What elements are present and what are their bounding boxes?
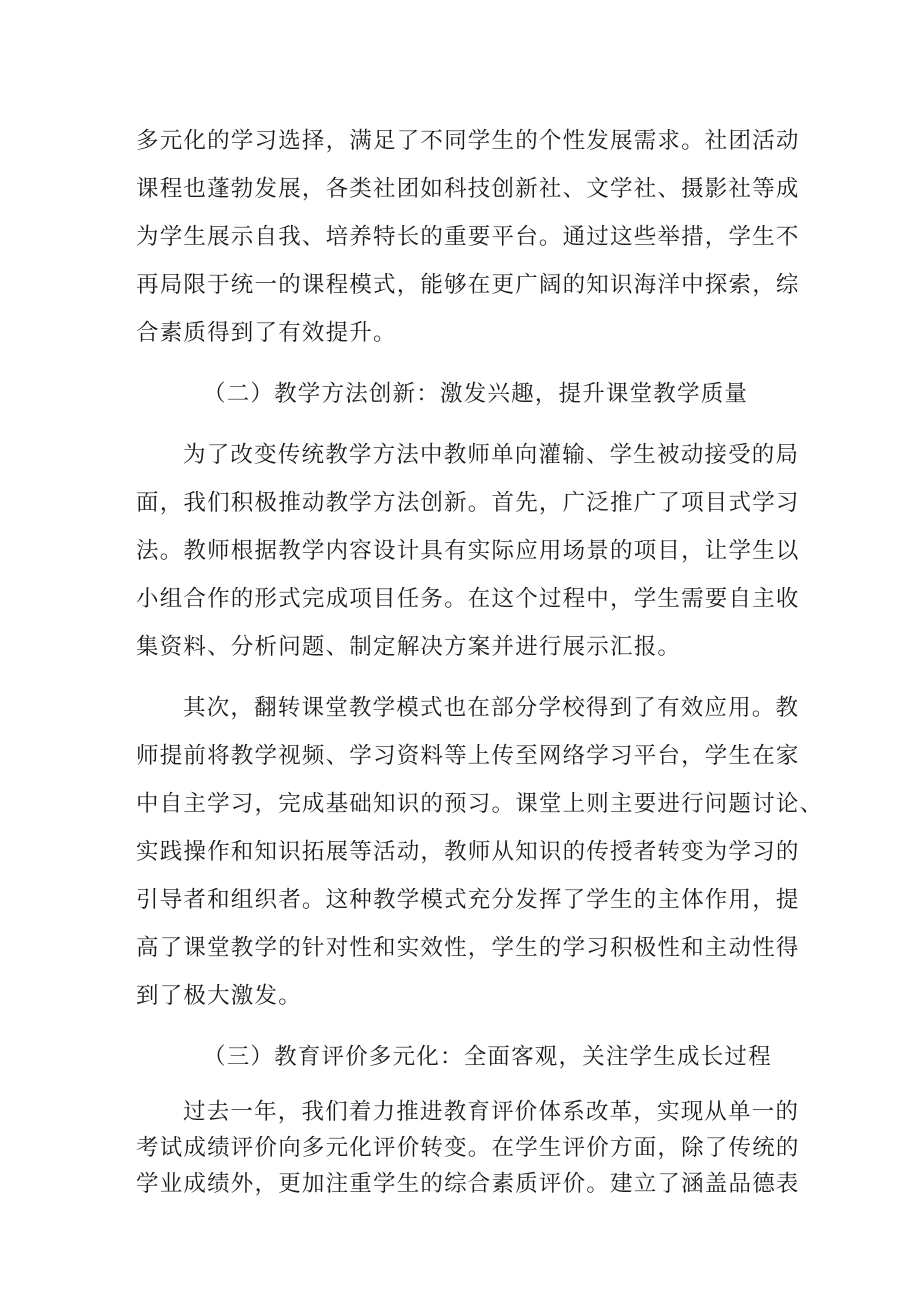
paragraph-line: 引导者和组织者。这种教学模式充分发挥了学生的主体作用，提 [136,887,800,913]
spacer [136,418,786,431]
paragraph-line: 过去一年，我们着力推进教育评价体系改革，实现从单一的 [183,1099,800,1125]
paragraph-line: 多元化的学习选择，满足了不同学生的个性发展需求。社团活动 [136,128,800,154]
paragraph-line: 为学生展示自我、培养特长的重要平台。通过这些举措，学生不 [136,224,800,250]
spacer [136,357,786,370]
document-page [136,117,824,1202]
spacer [136,1081,786,1094]
paragraph-4 [136,1094,800,1202]
spacer [136,671,786,684]
paragraph-line: 小组合作的形式完成项目任务。在这个过程中，学生需要自主收 [136,586,800,612]
paragraph-line: 其次，翻转课堂教学模式也在部分学校得到了有效应用。教 [183,695,800,721]
paragraph-2 [136,431,800,671]
paragraph-line: 学业成绩外，更加注重学生的综合素质评价。建立了涵盖品德表 [136,1171,800,1197]
paragraph-line: 为了改变传统教学方法中教师单向灌输、学生被动接受的局 [183,442,800,468]
paragraph-1 [136,117,800,357]
paragraph-3 [136,684,824,1020]
paragraph-line: 合素质得到了有效提升。 [136,320,397,346]
spacer [136,1020,786,1033]
paragraph-line: 课程也蓬勃发展，各类社团如科技创新社、文学社、摄影社等成 [136,176,800,202]
paragraph-line: 师提前将教学视频、学习资料等上传至网络学习平台，学生在家 [136,743,800,769]
paragraph-line: 集资料、分析问题、制定解决方案并进行展示汇报。 [136,634,682,660]
paragraph-line: 面，我们积极推动教学方法创新。首先，广泛推广了项目式学习 [136,490,800,516]
section-heading-3: （三）教育评价多元化：全面客观，关注学生成长过程 [203,1044,772,1070]
paragraph-line: 再局限于统一的课程模式，能够在更广阔的知识海洋中探索，综 [136,272,800,298]
paragraph-line: 高了课堂教学的针对性和实效性，学生的学习积极性和主动性得 [136,935,800,961]
paragraph-line: 中自主学习，完成基础知识的预习。课堂上则主要进行问题讨论、 [136,791,824,817]
section-heading-2: （二）教学方法创新：激发兴趣，提升课堂教学质量 [203,381,749,407]
paragraph-line: 到了极大激发。 [136,983,302,1009]
paragraph-line: 法。教师根据教学内容设计具有实际应用场景的项目，让学生以 [136,538,800,564]
paragraph-line: 考试成绩评价向多元化评价转变。在学生评价方面，除了传统的 [136,1135,800,1161]
paragraph-line: 实践操作和知识拓展等活动，教师从知识的传授者转变为学习的 [136,839,800,865]
